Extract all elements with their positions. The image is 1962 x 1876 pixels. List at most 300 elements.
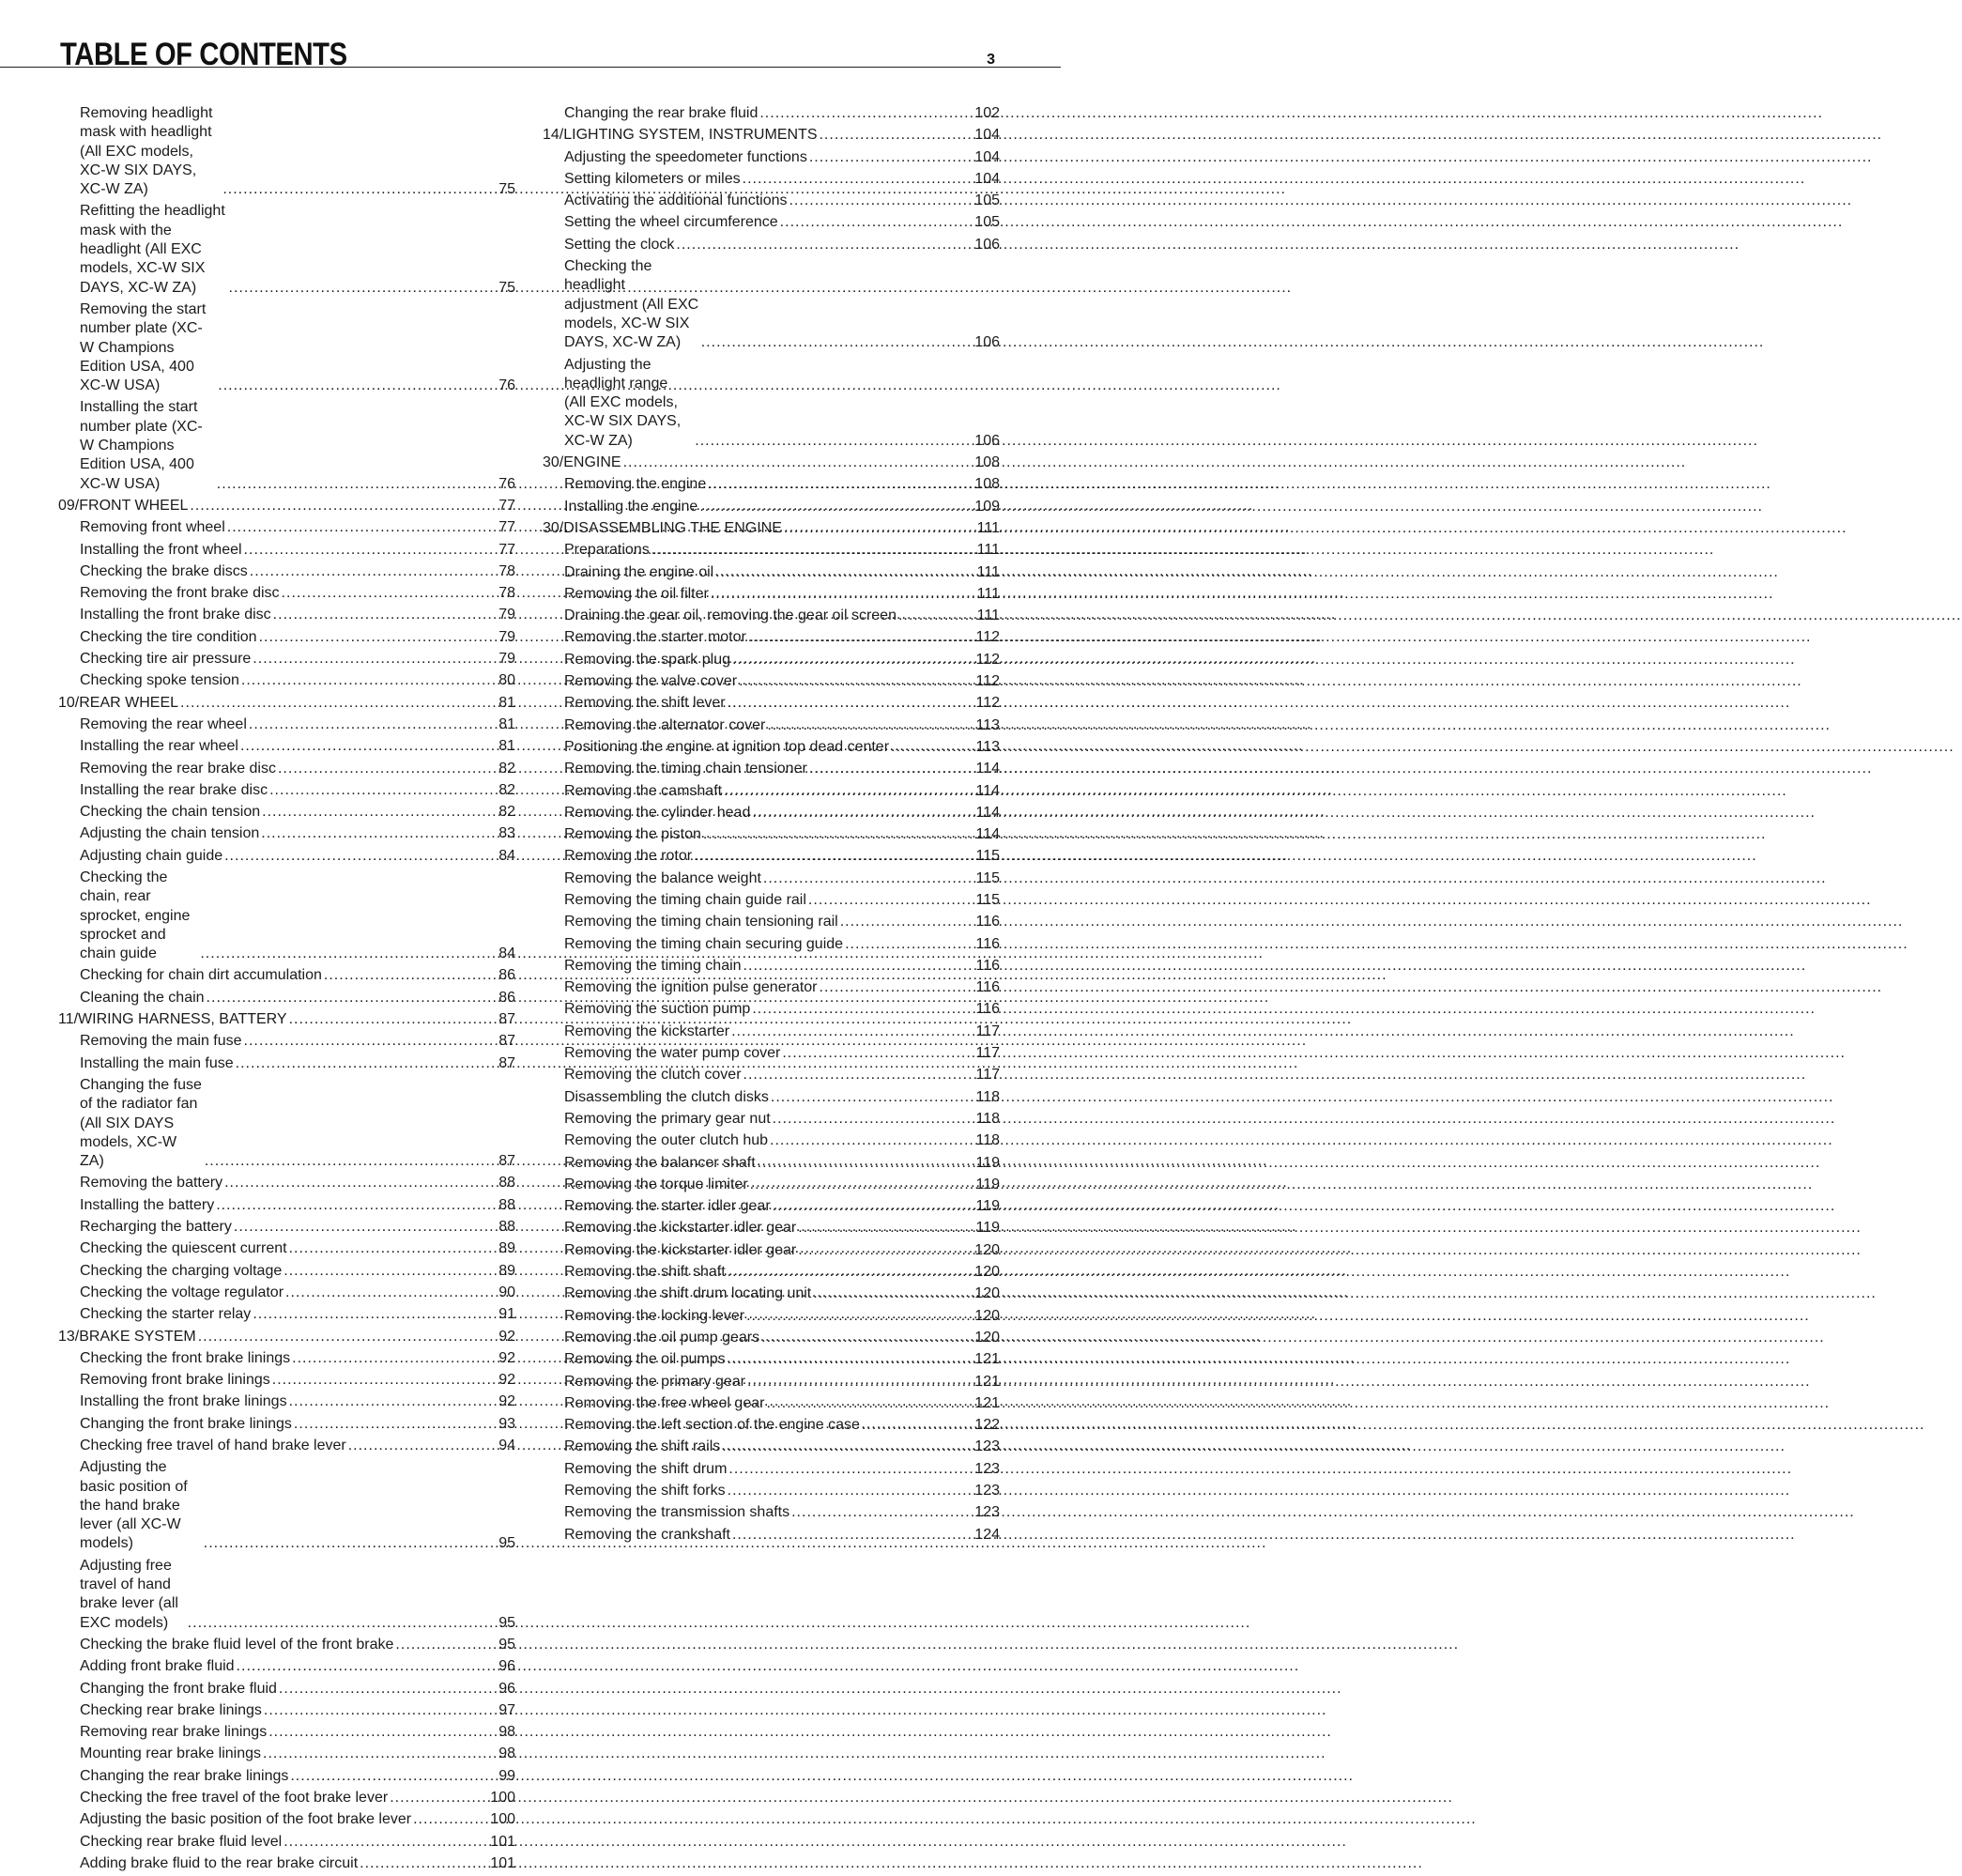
- toc-entry-label-wrap: [564, 104, 966, 123]
- toc-entry-label: Installing the rear wheel: [80, 738, 238, 755]
- toc-entry-label: 11/WIRING HARNESS, BATTERY: [58, 1011, 287, 1028]
- toc-entry-label: Removing the spark plug: [564, 651, 730, 668]
- dot-leader: [348, 1437, 482, 1455]
- toc-entry[interactable]: [58, 300, 515, 395]
- toc-entry-page: 117: [975, 1067, 1000, 1084]
- toc-entry-label: Cleaning the chain: [80, 989, 205, 1006]
- toc-entry-page: 96: [498, 1680, 515, 1697]
- toc-entry[interactable]: [58, 715, 515, 734]
- dot-leader: [236, 1054, 482, 1073]
- toc-entry-label: Removing the starter idler gear: [564, 1198, 771, 1215]
- toc-entry[interactable]: [543, 1154, 1000, 1173]
- toc-entry-label: Removing the rotor: [564, 848, 693, 865]
- toc-entry-page: 84: [498, 847, 515, 864]
- dot-leader: [699, 498, 966, 516]
- toc-entry-label-wrap: [80, 803, 482, 822]
- toc-section-entry[interactable]: [543, 454, 1000, 472]
- toc-entry-page: 123: [974, 1483, 1000, 1499]
- toc-entry[interactable]: [58, 869, 515, 963]
- toc-entry-label-wrap: [80, 737, 482, 756]
- toc-entry[interactable]: [58, 202, 515, 297]
- dot-leader: [289, 1010, 482, 1029]
- dot-leader: [808, 891, 966, 910]
- toc-entry[interactable]: [543, 1110, 1000, 1129]
- toc-entry[interactable]: [543, 1526, 1000, 1545]
- dot-leader: [809, 148, 966, 167]
- page-header: [0, 0, 1061, 72]
- toc-entry[interactable]: [543, 694, 1000, 713]
- toc-entry[interactable]: [58, 628, 515, 647]
- dot-leader: [269, 781, 482, 800]
- dot-leader: [782, 1044, 966, 1063]
- toc-entry[interactable]: [543, 738, 1000, 757]
- toc-entry-label: Removing the primary gear: [564, 1373, 745, 1390]
- toc-entry-label-wrap: [80, 1657, 482, 1676]
- toc-entry-label-wrap: [564, 1263, 966, 1282]
- toc-entry-label: Disassembling the clutch disks: [564, 1088, 769, 1105]
- toc-entry[interactable]: [543, 628, 1000, 647]
- dot-leader: [292, 1349, 482, 1368]
- toc-entry-label-wrap: [564, 563, 966, 582]
- toc-entry-page: 101: [490, 1833, 515, 1850]
- toc-entry-label-wrap: [80, 1032, 482, 1051]
- toc-entry-label-wrap: [564, 1023, 966, 1041]
- toc-entry[interactable]: [543, 170, 1000, 189]
- toc-entry[interactable]: [58, 1789, 515, 1807]
- dot-leader: [651, 541, 966, 560]
- toc-entry[interactable]: [58, 584, 515, 603]
- toc-entry[interactable]: [543, 825, 1000, 844]
- toc-entry[interactable]: [58, 1636, 515, 1654]
- dot-leader: [241, 671, 482, 690]
- toc-entry-label-wrap: [564, 1526, 966, 1545]
- toc-entry-page: 104: [974, 127, 1000, 144]
- toc-entry-page: 119: [975, 1154, 1000, 1171]
- toc-entry-label-wrap: [564, 257, 966, 352]
- toc-entry[interactable]: [543, 1023, 1000, 1041]
- dot-leader: [259, 628, 482, 647]
- toc-entry[interactable]: [543, 1329, 1000, 1347]
- toc-entry-page: 75: [498, 181, 515, 198]
- toc-entry-page: 91: [498, 1306, 515, 1323]
- dot-leader: [703, 825, 966, 844]
- toc-entry[interactable]: [58, 104, 515, 199]
- dot-leader: [676, 236, 966, 254]
- toc-entry-label-wrap: [80, 1239, 482, 1258]
- toc-entry-page: 113: [975, 738, 1000, 755]
- toc-entry[interactable]: [543, 1044, 1000, 1063]
- dot-leader: [240, 737, 482, 756]
- toc-entry-page: 119: [975, 1220, 1000, 1237]
- toc-entry-label: Adjusting free travel of hand brake lever (all EXC models): [80, 1557, 178, 1631]
- toc-entry-label-wrap: [564, 957, 966, 976]
- toc-entry[interactable]: [543, 356, 1000, 451]
- toc-entry[interactable]: [543, 475, 1000, 494]
- dot-leader: [180, 694, 482, 713]
- toc-entry-label-wrap: [80, 398, 482, 493]
- toc-entry-label: Removing the water pump cover: [564, 1045, 781, 1062]
- toc-entry[interactable]: [58, 1262, 515, 1281]
- toc-entry[interactable]: [543, 236, 1000, 254]
- toc-entry-label: Checking the charging voltage: [80, 1262, 283, 1279]
- toc-entry[interactable]: [543, 541, 1000, 560]
- toc-entry-label-wrap: [80, 1349, 482, 1368]
- toc-entry-page: 93: [498, 1415, 515, 1432]
- toc-entry[interactable]: [58, 737, 515, 756]
- toc-entry-page: 116: [975, 935, 1000, 952]
- toc-entry-label: Adjusting the basic position of the hand brake lever (all XC-W models): [80, 1459, 188, 1552]
- dot-leader: [217, 475, 482, 494]
- dot-leader: [770, 1131, 966, 1150]
- toc-entry[interactable]: [543, 1438, 1000, 1456]
- toc-entry[interactable]: [543, 782, 1000, 801]
- toc-entry-page: 98: [498, 1745, 515, 1762]
- toc-entry[interactable]: [543, 716, 1000, 735]
- toc-entry[interactable]: [58, 1032, 515, 1051]
- dot-leader: [244, 1032, 482, 1051]
- toc-entry-label: Setting kilometers or miles: [564, 170, 741, 187]
- toc-entry-label: Checking for chain dirt accumulation: [80, 967, 322, 984]
- toc-entry-label: Removing front wheel: [80, 519, 225, 536]
- dot-leader: [262, 803, 482, 822]
- toc-entry-label-wrap: [80, 1415, 482, 1434]
- toc-entry[interactable]: [58, 1076, 515, 1171]
- toc-entry[interactable]: [58, 1833, 515, 1852]
- toc-entry[interactable]: [58, 760, 515, 778]
- toc-entry-label-wrap: [80, 1810, 482, 1829]
- dot-leader: [224, 847, 482, 866]
- toc-entry-page: 123: [974, 1504, 1000, 1521]
- toc-entry-label-wrap: [543, 454, 966, 472]
- dot-leader: [845, 935, 966, 954]
- toc-left-column: [58, 104, 515, 1876]
- dot-leader: [743, 170, 966, 189]
- toc-entry-label: Checking tire air pressure: [80, 651, 252, 668]
- toc-entry[interactable]: [543, 1394, 1000, 1413]
- toc-entry[interactable]: [58, 1723, 515, 1742]
- toc-entry-page: 118: [975, 1132, 1000, 1149]
- toc-entry[interactable]: [58, 1349, 515, 1368]
- toc-entry-label: Installing the battery: [80, 1196, 215, 1213]
- dot-leader: [732, 1526, 966, 1545]
- toc-entry[interactable]: [543, 913, 1000, 931]
- toc-entry[interactable]: [543, 978, 1000, 997]
- toc-entry[interactable]: [58, 1701, 515, 1720]
- toc-entry[interactable]: [58, 989, 515, 1007]
- toc-entry[interactable]: [543, 1176, 1000, 1194]
- toc-entry[interactable]: [58, 1458, 515, 1553]
- toc-entry-label: Removing the oil filter: [564, 585, 709, 602]
- toc-entry[interactable]: [58, 518, 515, 537]
- dot-leader: [200, 945, 482, 963]
- toc-entry[interactable]: [543, 1088, 1000, 1107]
- toc-entry-label-wrap: [80, 1458, 482, 1553]
- toc-entry-label-wrap: [564, 1373, 966, 1392]
- toc-entry-label-wrap: [564, 1219, 966, 1238]
- toc-entry-label: Activating the additional functions: [564, 192, 788, 209]
- toc-entry[interactable]: [543, 1482, 1000, 1500]
- dot-leader: [728, 1460, 966, 1479]
- toc-entry-label-wrap: [564, 913, 966, 931]
- dot-leader: [198, 1328, 482, 1346]
- toc-entry[interactable]: [58, 1810, 515, 1829]
- toc-entry-label: Removing the timing chain tensioner: [564, 761, 807, 777]
- dot-leader: [701, 333, 966, 352]
- toc-entry-label-wrap: [80, 606, 482, 624]
- toc-entry-page: 104: [974, 170, 1000, 187]
- toc-entry-page: 120: [974, 1264, 1000, 1281]
- dot-leader: [694, 847, 966, 866]
- toc-entry[interactable]: [543, 1503, 1000, 1522]
- toc-entry-page: 77: [498, 519, 515, 536]
- toc-entry-label-wrap: [564, 585, 966, 604]
- dot-leader: [272, 1371, 482, 1390]
- toc-entry[interactable]: [58, 541, 515, 560]
- toc-entry-label: Removing the front brake disc: [80, 585, 280, 602]
- header-divider: [0, 67, 1061, 68]
- toc-entry-label-wrap: [80, 584, 482, 603]
- toc-entry-page: 123: [974, 1460, 1000, 1477]
- toc-entry-label-wrap: [80, 562, 482, 581]
- toc-entry-label: Removing the kickstarter: [564, 1023, 730, 1039]
- toc-entry-label: 09/FRONT WHEEL: [58, 497, 189, 514]
- toc-entry-label: Removing the outer clutch hub: [564, 1132, 769, 1149]
- toc-entry-label: Removing the shift drum locating unit: [564, 1285, 812, 1302]
- toc-entry-page: 120: [974, 1285, 1000, 1302]
- toc-entry[interactable]: [58, 1557, 515, 1633]
- toc-entry[interactable]: [58, 1196, 515, 1215]
- toc-entry[interactable]: [58, 606, 515, 624]
- dot-leader: [715, 563, 966, 582]
- toc-entry[interactable]: [58, 1854, 515, 1873]
- toc-entry[interactable]: [543, 213, 1000, 232]
- toc-entry[interactable]: [58, 1218, 515, 1237]
- toc-entry-label-wrap: [80, 1767, 482, 1786]
- page-title: TABLE OF CONTENTS: [60, 37, 347, 72]
- dot-leader: [731, 1023, 966, 1041]
- toc-entry-label-wrap: [564, 628, 966, 647]
- toc-entry-page: 79: [498, 607, 515, 623]
- toc-entry-page: 116: [975, 957, 1000, 974]
- toc-entry[interactable]: [543, 1000, 1000, 1019]
- toc-entry[interactable]: [543, 257, 1000, 352]
- toc-entry-label: Removing the shift shaft: [564, 1264, 726, 1281]
- toc-entry-page: 95: [498, 1535, 515, 1552]
- toc-entry[interactable]: [543, 1460, 1000, 1479]
- toc-entry-page: 111: [976, 519, 1000, 536]
- toc-entry-label-wrap: [80, 1833, 482, 1852]
- toc-section-entry[interactable]: [543, 126, 1000, 145]
- toc-entry[interactable]: [543, 1263, 1000, 1282]
- toc-entry-label-wrap: [543, 126, 966, 145]
- toc-entry[interactable]: [543, 585, 1000, 604]
- toc-entry[interactable]: [58, 650, 515, 669]
- toc-entry-label-wrap: [80, 824, 482, 843]
- toc-entry[interactable]: [543, 148, 1000, 167]
- toc-entry-label: Removing the suction pump: [564, 1001, 751, 1018]
- dot-leader: [743, 1066, 966, 1084]
- toc-entry[interactable]: [543, 1066, 1000, 1084]
- toc-entry[interactable]: [58, 781, 515, 800]
- toc-entry-label: Removing the timing chain: [564, 957, 742, 974]
- toc-entry-page: 114: [975, 826, 1000, 843]
- toc-entry[interactable]: [58, 398, 515, 493]
- toc-entry-label-wrap: [564, 847, 966, 866]
- toc-entry-page: 117: [975, 1045, 1000, 1062]
- toc-entry-page: 77: [498, 541, 515, 558]
- toc-entry-page: 112: [975, 629, 1000, 646]
- toc-entry-label: Removing the transmission shafts: [564, 1504, 790, 1521]
- dot-leader: [218, 377, 482, 395]
- toc-entry-label-wrap: [80, 518, 482, 537]
- toc-entry-page: 111: [976, 607, 1000, 624]
- toc-entry[interactable]: [543, 1197, 1000, 1216]
- toc-entry-page: 112: [975, 673, 1000, 690]
- toc-section-entry[interactable]: [58, 1328, 515, 1346]
- toc-entry[interactable]: [58, 1437, 515, 1455]
- toc-entry[interactable]: [543, 607, 1000, 625]
- dot-leader: [743, 957, 966, 976]
- toc-entry[interactable]: [58, 1239, 515, 1258]
- toc-entry[interactable]: [543, 935, 1000, 954]
- toc-entry-label: Removing the left section of the engine case: [564, 1417, 860, 1434]
- toc-entry[interactable]: [58, 671, 515, 690]
- toc-entry[interactable]: [543, 1284, 1000, 1303]
- toc-entry-page: 106: [974, 236, 1000, 253]
- toc-entry[interactable]: [58, 1371, 515, 1390]
- toc-entry-page: 82: [498, 804, 515, 821]
- toc-entry[interactable]: [58, 562, 515, 581]
- toc-entry[interactable]: [58, 1305, 515, 1324]
- toc-entry[interactable]: [543, 498, 1000, 516]
- toc-entry-label: Checking the chain tension: [80, 804, 261, 821]
- toc-entry[interactable]: [58, 824, 515, 843]
- dot-leader: [282, 584, 482, 603]
- dot-leader: [249, 715, 482, 734]
- toc-entry-label: Removing the timing chain securing guide: [564, 935, 844, 952]
- toc-entry[interactable]: [58, 1415, 515, 1434]
- dot-leader: [798, 1219, 966, 1238]
- toc-entry[interactable]: [58, 1745, 515, 1763]
- toc-entry-label-wrap: [80, 1789, 482, 1807]
- toc-entry-page: 77: [498, 497, 515, 514]
- dot-leader: [623, 454, 966, 472]
- toc-entry-page: 114: [975, 782, 1000, 799]
- toc-entry[interactable]: [543, 1307, 1000, 1326]
- toc-entry[interactable]: [58, 1174, 515, 1192]
- toc-entry[interactable]: [543, 1350, 1000, 1369]
- dot-leader: [253, 650, 482, 669]
- toc-entry[interactable]: [543, 869, 1000, 888]
- toc-section-entry[interactable]: [58, 694, 515, 713]
- toc-entry[interactable]: [58, 1392, 515, 1411]
- toc-entry-label: Checking the voltage regulator: [80, 1284, 284, 1300]
- toc-entry-page: 116: [975, 1001, 1000, 1018]
- toc-entry[interactable]: [543, 1416, 1000, 1435]
- dot-leader: [390, 1789, 482, 1807]
- dot-leader: [761, 1329, 966, 1347]
- dot-leader: [789, 192, 966, 210]
- toc-entry-label: Removing the timing chain tensioning rail: [564, 914, 838, 930]
- toc-section-entry[interactable]: [543, 519, 1000, 538]
- dot-leader: [237, 1657, 482, 1676]
- toc-entry-label: Removing the torque limiter: [564, 1176, 748, 1192]
- toc-entry-label-wrap: [564, 607, 966, 625]
- toc-entry[interactable]: [58, 803, 515, 822]
- toc-entry-label-wrap: [564, 825, 966, 844]
- toc-entry-page: 79: [498, 628, 515, 645]
- toc-entry-page: 109: [974, 498, 1000, 515]
- toc-entry-label-wrap: [564, 651, 966, 669]
- toc-entry[interactable]: [543, 651, 1000, 669]
- toc-entry[interactable]: [543, 891, 1000, 910]
- toc-entry-page: 100: [490, 1811, 515, 1828]
- toc-entry[interactable]: [543, 804, 1000, 823]
- toc-entry[interactable]: [543, 672, 1000, 691]
- toc-entry[interactable]: [543, 1131, 1000, 1150]
- toc-entry-label-wrap: [80, 1054, 482, 1073]
- toc-entry-label: Removing the shift rails: [564, 1438, 721, 1455]
- toc-entry-page: 75: [498, 279, 515, 296]
- toc-entry-label-wrap: [564, 213, 966, 232]
- toc-entry-page: 82: [498, 781, 515, 798]
- toc-entry-label: Removing the timing chain guide rail: [564, 891, 806, 908]
- toc-entry-label: Installing the front brake linings: [80, 1393, 287, 1410]
- toc-entry[interactable]: [543, 1373, 1000, 1392]
- toc-entry[interactable]: [58, 847, 515, 866]
- toc-entry-page: 95: [498, 1614, 515, 1631]
- dot-leader: [273, 606, 482, 624]
- toc-entry-page: 118: [975, 1110, 1000, 1127]
- toc-entry-label: 13/BRAKE SYSTEM: [58, 1328, 196, 1345]
- toc-entry-label: Installing the front wheel: [80, 541, 242, 558]
- toc-entry-label-wrap: [80, 1557, 482, 1633]
- toc-entry[interactable]: [543, 104, 1000, 123]
- toc-entry[interactable]: [543, 760, 1000, 778]
- toc-entry-label: Removing the ignition pulse generator: [564, 979, 818, 996]
- toc-entry[interactable]: [543, 1219, 1000, 1238]
- toc-entry-label: Removing the camshaft: [564, 782, 723, 799]
- toc-entry-label: Checking the quiescent current: [80, 1240, 287, 1257]
- toc-entry[interactable]: [58, 966, 515, 985]
- toc-entry-label: Removing the shift lever: [564, 695, 726, 712]
- toc-entry[interactable]: [543, 847, 1000, 866]
- dot-leader: [780, 213, 966, 232]
- toc-entry-page: 92: [498, 1372, 515, 1389]
- toc-entry[interactable]: [543, 192, 1000, 210]
- toc-section-entry[interactable]: [58, 497, 515, 515]
- toc-entry[interactable]: [58, 1657, 515, 1676]
- toc-entry[interactable]: [543, 1241, 1000, 1260]
- toc-entry-label-wrap: [80, 650, 482, 669]
- toc-entry[interactable]: [58, 1054, 515, 1073]
- toc-entry[interactable]: [58, 1680, 515, 1699]
- toc-entry-label-wrap: [80, 1196, 482, 1215]
- toc-entry-label-wrap: [543, 519, 966, 538]
- toc-entry[interactable]: [543, 563, 1000, 582]
- toc-entry-page: 96: [498, 1658, 515, 1675]
- toc-section-entry[interactable]: [58, 1010, 515, 1029]
- toc-entry[interactable]: [58, 1767, 515, 1786]
- toc-entry-label-wrap: [564, 236, 966, 254]
- dot-leader: [395, 1636, 482, 1654]
- toc-entry[interactable]: [58, 1284, 515, 1302]
- toc-entry-page: 121: [974, 1373, 1000, 1390]
- toc-entry[interactable]: [543, 957, 1000, 976]
- toc-entry-label: Changing the front brake fluid: [80, 1680, 277, 1697]
- page-number: 3: [987, 52, 995, 68]
- toc-entry-label: Removing the start number plate (XC-W Champions Edition USA, 400 XC-W USA): [80, 300, 207, 394]
